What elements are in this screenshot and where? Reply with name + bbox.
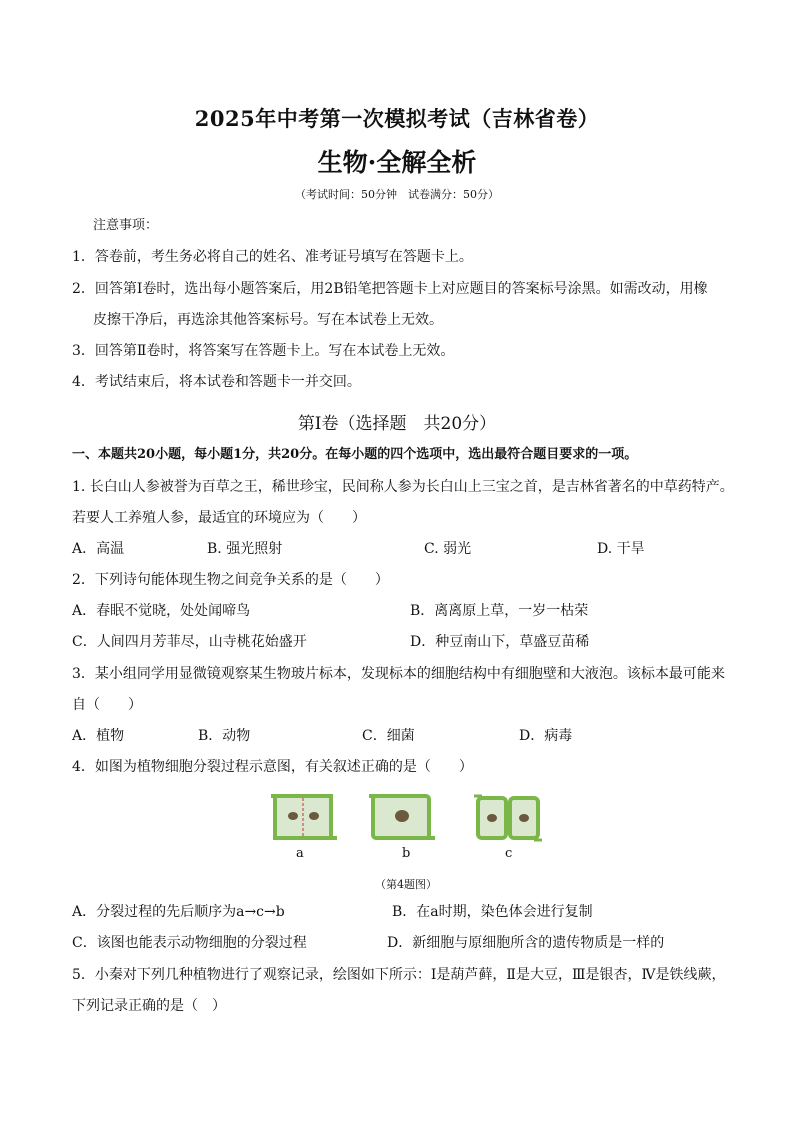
q1-option-a: A．高温 [72, 541, 125, 557]
exam-info: （考试时间：50分钟 试卷满分：50分） [295, 188, 499, 201]
figure-label-a: a [296, 846, 304, 861]
q4-option-b: B．在a时期，染色体会进行复制 [392, 904, 593, 920]
q3-option-b: B．动物 [198, 728, 251, 744]
q1-stem: 1. 长白山人参被誉为百草之王，稀世珍宝，民间称人参为长白山上三宝之首，是吉林省著名的中草药特产。 [72, 479, 734, 495]
cell-c [474, 796, 542, 840]
notice-item-4: 4．考试结束后，将本试卷和答题卡一并交回。 [72, 374, 361, 390]
notice-item-2-cont: 皮擦干净后，再选涂其他答案标号。写在本试卷上无效。 [93, 312, 443, 328]
q2-option-d: D．种豆南山下，草盛豆苗稀 [410, 634, 590, 650]
q2-stem: 2．下列诗句能体现生物之间竞争关系的是（ ） [72, 572, 389, 588]
q3-option-c: C．细菌 [362, 728, 415, 744]
q3-option-d: D．病毒 [519, 728, 573, 744]
figure-caption: （第4题图） [375, 878, 437, 891]
q5-stem: 5．小秦对下列几种植物进行了观察记录，绘图如下所示：Ⅰ是葫芦藓，Ⅱ是大豆，Ⅲ是银杏，Ⅳ是铁线蕨， [72, 967, 726, 983]
q5-stem-cont: 下列记录正确的是（ ） [72, 998, 226, 1014]
q4-option-d: D．新细胞与原细胞所含的遗传物质是一样的 [387, 935, 665, 951]
q3-stem: 3．某小组同学用显微镜观察某生物玻片标本，发现标本的细胞结构中有细胞壁和大液泡。该标本最可能来 [72, 666, 725, 682]
notice-heading: 注意事项： [93, 218, 159, 233]
q2-option-a: A．春眠不觉晓，处处闻啼鸟 [72, 603, 251, 619]
exam-title: 2025年中考第一次模拟考试（吉林省卷） [194, 106, 600, 131]
figure-label-c: c [505, 846, 513, 861]
cell-b [369, 796, 435, 838]
q1-stem-cont: 若要人工养殖人参，最适宜的环境应为（ ） [72, 510, 366, 526]
q3-stem-cont: 自（ ） [72, 697, 142, 713]
notice-item-3: 3．回答第Ⅱ卷时，将答案写在答题卡上。写在本试卷上无效。 [72, 343, 455, 359]
q4-option-c: C．该图也能表示动物细胞的分裂过程 [72, 935, 307, 951]
figure-label-b: b [402, 846, 411, 861]
q4-option-a: A．分裂过程的先后顺序为a→c→b [72, 904, 285, 920]
q1-option-b: B. 强光照射 [207, 541, 283, 557]
notice-item-1: 1．答卷前，考生务必将自己的姓名、准考证号填写在答题卡上。 [72, 249, 473, 265]
subject-title: 生物·全解全析 [317, 148, 477, 177]
section-title: 第Ⅰ卷（选择题 共20分） [297, 414, 497, 434]
q2-option-b: B．离离原上草，一岁一枯荣 [410, 603, 589, 619]
section-instruction: 一、本题共20小题，每小题1分，共20分。在每小题的四个选项中，选出最符合题目要求的一项。 [72, 447, 638, 462]
q3-option-a: A．植物 [72, 728, 125, 744]
q4-stem: 4．如图为植物细胞分裂过程示意图，有关叙述正确的是（ ） [72, 759, 473, 775]
q1-option-c: C. 弱光 [424, 541, 472, 557]
q1-option-d: D. 干旱 [597, 541, 645, 557]
notice-item-2: 2．回答第Ⅰ卷时，选出每小题答案后，用2B铅笔把答题卡上对应题目的答案标号涂黑。如需改动，用橡 [72, 281, 708, 297]
q2-option-c: C．人间四月芳菲尽，山寺桃花始盛开 [72, 634, 307, 650]
cell-a [271, 796, 337, 838]
